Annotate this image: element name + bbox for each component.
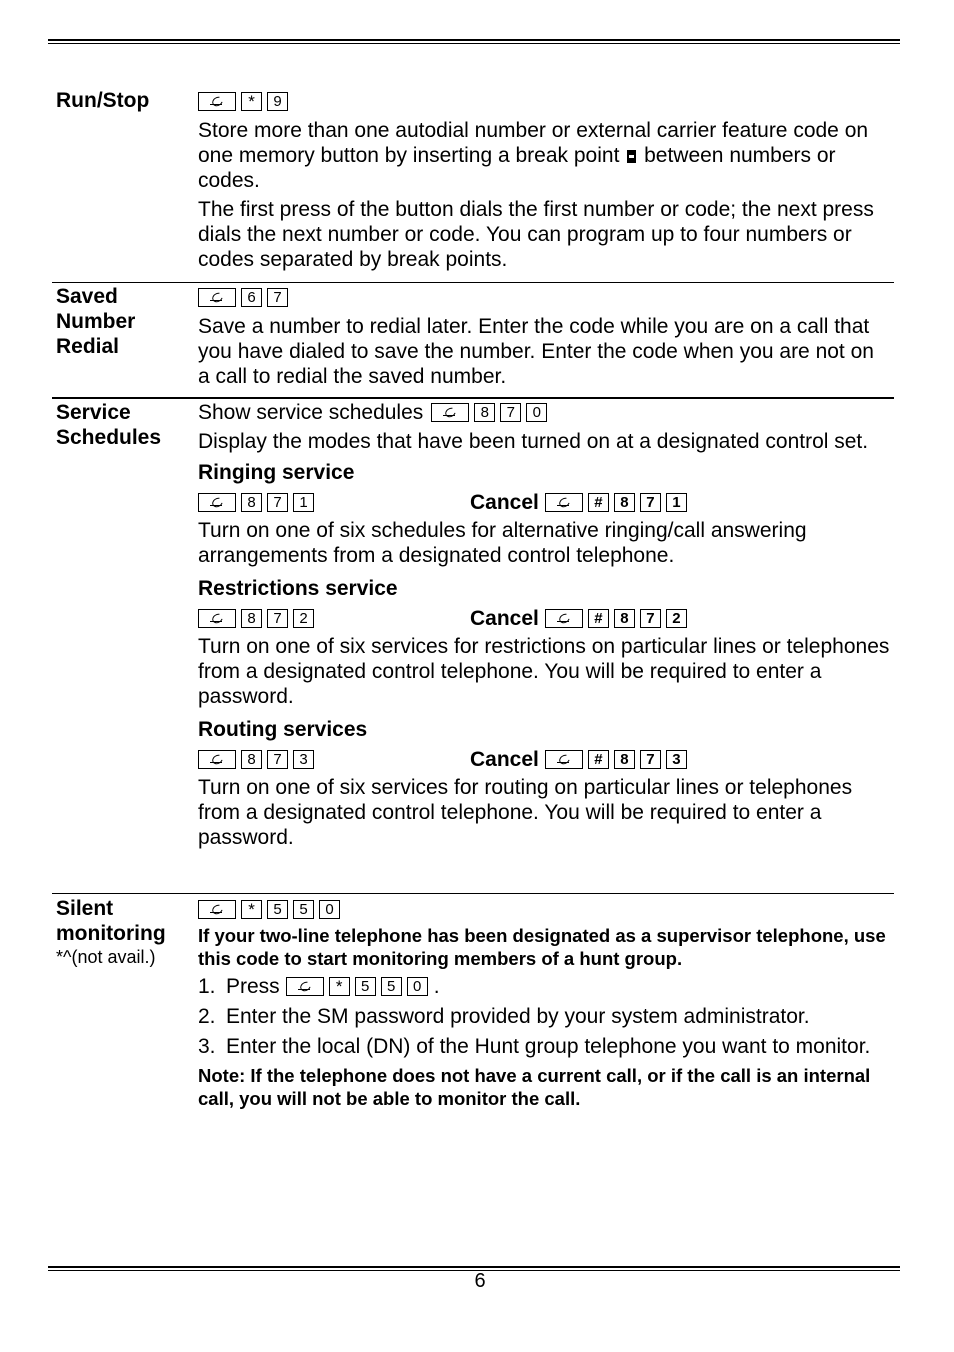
divider (52, 282, 894, 283)
dial-key: 8 (474, 403, 495, 422)
cancel-label: Cancel (470, 491, 539, 514)
divider (52, 397, 894, 399)
silent-monitoring-label (56, 896, 186, 968)
dial-key: 1 (293, 493, 314, 512)
routing-desc: Turn on one of six services for routing on particular lines or telephones from a designated control telephone. You will be required to enter a password. (198, 776, 853, 849)
feature-key-icon (198, 750, 236, 769)
dial-key: 7 (267, 288, 288, 307)
feature-key-icon (198, 493, 236, 512)
break-point-icon (627, 150, 636, 163)
dial-key: 8 (241, 493, 262, 512)
feature-key-icon (198, 609, 236, 628)
ringing-cancel-keys (545, 490, 687, 515)
run-stop-label: Run/Stop (56, 89, 150, 112)
silent-monitoring-intro: If your two-line telephone has been designated as a supervisor telephone, use this code to start monitoring members of a hunt group. (198, 924, 886, 969)
dial-key: 7 (267, 493, 288, 512)
step-number: 1. (198, 974, 216, 998)
label-line: Number (56, 310, 136, 333)
dial-key: 2 (293, 609, 314, 628)
step-number: 3. (198, 1034, 216, 1058)
run-stop-keys (198, 89, 288, 114)
routing-heading: Routing services (198, 718, 368, 741)
top-rule (48, 39, 900, 41)
dial-key: 7 (267, 609, 288, 628)
dial-key: 8 (241, 609, 262, 628)
service-schedules-label (56, 400, 186, 450)
steps-list (198, 974, 890, 1059)
dial-key: * (241, 92, 262, 111)
feature-key-icon (198, 92, 236, 111)
run-stop-desc-2: The first press of the button dials the first number or code; the next press dials the next number or code. You can program up to four numbers or codes separated by break points. (198, 197, 874, 271)
show-schedules-desc: Display the modes that have been turned on at a designated control set. (198, 430, 869, 453)
dial-key: 0 (526, 403, 547, 422)
feature-key-icon (286, 977, 324, 996)
feature-key-icon (545, 750, 583, 769)
show-schedules-text: Show service schedules (198, 401, 424, 424)
routing-keys (198, 747, 314, 772)
saved-number-redial-keys (198, 285, 288, 310)
routing-cancel-keys (545, 747, 687, 772)
dial-key: 1 (666, 493, 687, 512)
restrictions-cancel-keys (545, 606, 687, 631)
dial-key: 9 (267, 92, 288, 111)
restrictions-desc: Turn on one of six services for restrictions on particular lines or telephones from a designated control telephone. You will be required to enter a password. (198, 635, 890, 708)
feature-key-icon (198, 900, 236, 919)
dial-key: 5 (381, 977, 402, 996)
saved-number-redial-content (198, 284, 890, 393)
restrictions-keys (198, 606, 314, 631)
label-line: Schedules (56, 426, 162, 449)
dial-key: 7 (267, 750, 288, 769)
feature-key-icon (545, 609, 583, 628)
dial-key: 3 (666, 750, 687, 769)
cancel-label: Cancel (470, 607, 539, 630)
dial-key: 8 (614, 750, 635, 769)
dial-key: 5 (293, 900, 314, 919)
label-line: Service (56, 401, 131, 424)
dial-key: * (241, 900, 262, 919)
divider (52, 893, 894, 894)
feature-key-icon (545, 493, 583, 512)
label-line: Saved (56, 285, 118, 308)
saved-number-redial-label (56, 284, 186, 359)
silent-monitoring-content (198, 896, 890, 1114)
dial-key: # (588, 493, 609, 512)
step-text: Enter the local (DN) of the Hunt group telephone you want to monitor. (226, 1034, 871, 1058)
dial-key: 2 (666, 609, 687, 628)
run-stop-content (198, 88, 890, 276)
dial-key: 7 (500, 403, 521, 422)
dial-key: 7 (640, 493, 661, 512)
step-text: Enter the SM password provided by your system administrator. (226, 1004, 810, 1028)
restrictions-heading: Restrictions service (198, 577, 398, 600)
step-text: Press (226, 974, 280, 998)
dial-key: 5 (355, 977, 376, 996)
silent-monitoring-keys (198, 897, 340, 922)
bottom-rule (48, 1266, 900, 1268)
ringing-keys (198, 490, 314, 515)
monitoring-note: Note: If the telephone does not have a current call, or if the call is an internal call, you will not be able to monitor the call. (198, 1064, 871, 1109)
dial-key: 7 (640, 750, 661, 769)
dial-key: 8 (241, 750, 262, 769)
dial-key: 6 (241, 288, 262, 307)
service-schedules-content (198, 400, 890, 854)
dial-key: 0 (407, 977, 428, 996)
list-item (198, 1034, 890, 1059)
not-available-note: *^(not avail.) (56, 947, 156, 967)
label-line: Silent (56, 897, 114, 920)
step-end: . (433, 974, 440, 998)
run-stop-desc-1b: between numbers or codes. (198, 143, 836, 192)
dial-key: 3 (293, 750, 314, 769)
show-schedules-keys (431, 400, 547, 425)
dial-key: * (329, 977, 350, 996)
dial-key: 5 (267, 900, 288, 919)
dial-key: # (588, 750, 609, 769)
dial-key: 8 (614, 493, 635, 512)
feature-key-icon (431, 403, 469, 422)
dial-key: 0 (319, 900, 340, 919)
ringing-desc: Turn on one of six schedules for alternative ringing/call answering arrangements from a designated control telephone. (198, 519, 807, 567)
saved-number-redial-desc: Save a number to redial later. Enter the code while you are on a call that you have dialed to save the number. Enter the code when you are not on a call to redial the saved number. (198, 314, 874, 388)
step-keys (286, 974, 428, 999)
step-number: 2. (198, 1004, 216, 1028)
feature-key-icon (198, 288, 236, 307)
dial-key: 8 (614, 609, 635, 628)
page-number: 6 (474, 1270, 486, 1292)
cancel-label: Cancel (470, 748, 539, 771)
dial-key: # (588, 609, 609, 628)
label-line: monitoring (56, 922, 166, 945)
list-item (198, 974, 890, 999)
list-item (198, 1004, 890, 1029)
dial-key: 7 (640, 609, 661, 628)
label-line: Redial (56, 335, 120, 358)
run-stop-desc-1a: Store more than one autodial number or external carrier feature code on one memory button by inserting a break point (198, 118, 869, 167)
ringing-heading: Ringing service (198, 461, 355, 484)
